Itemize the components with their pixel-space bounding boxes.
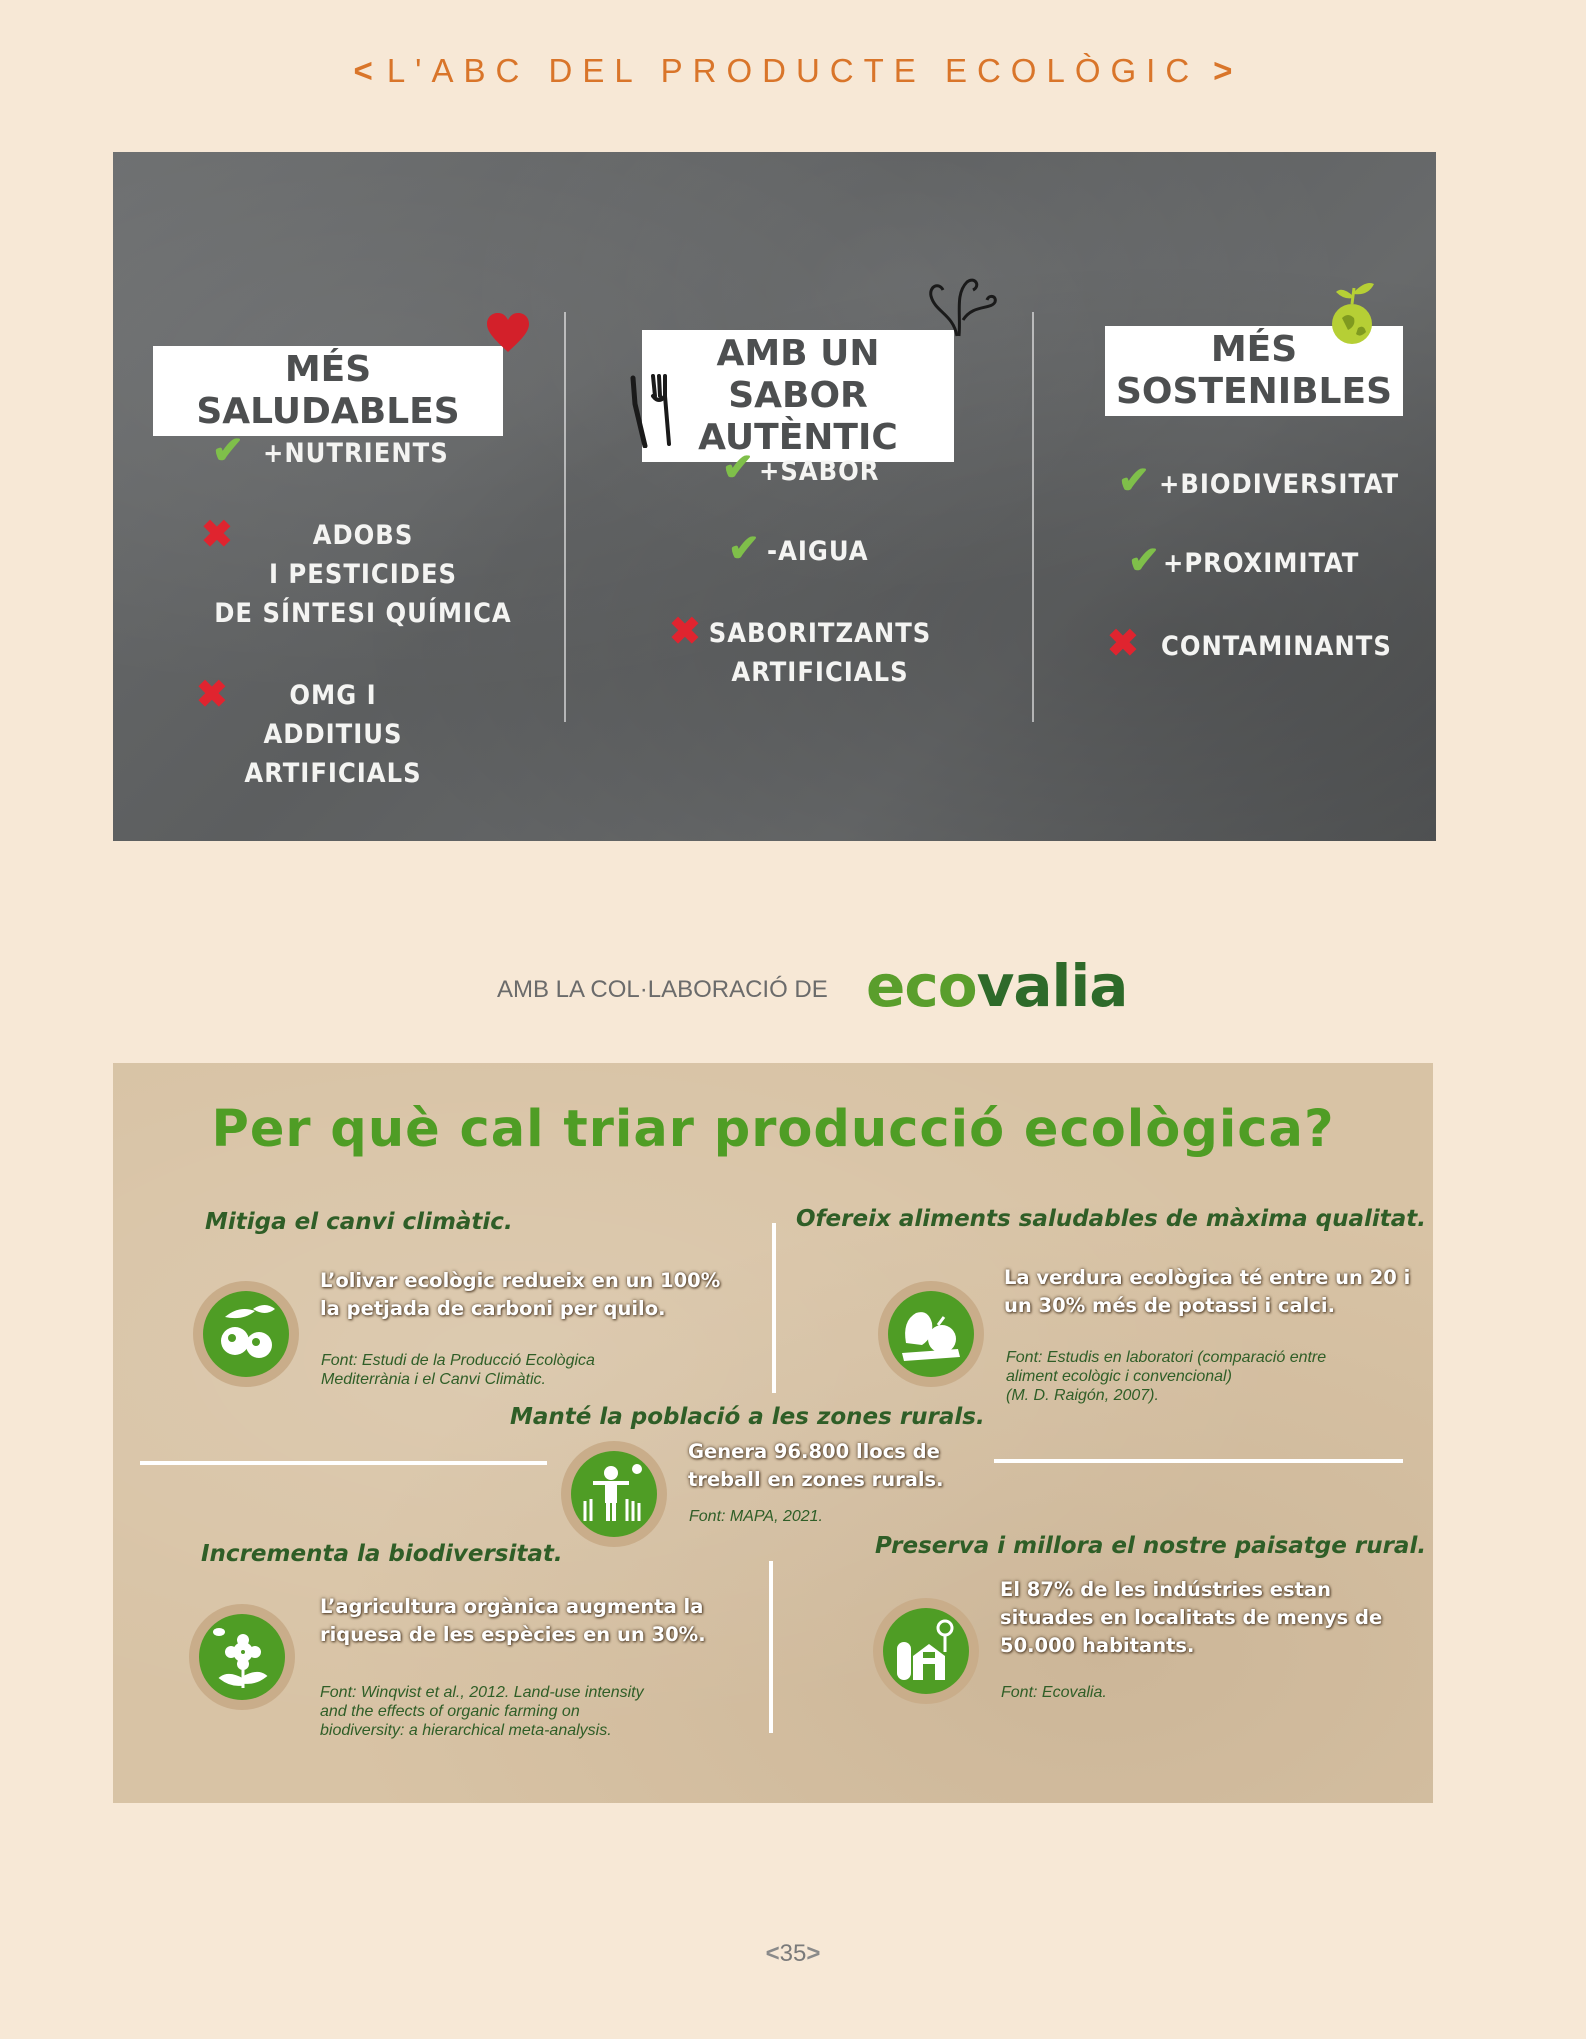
section-text: La verdura ecològica té entre un 20 i un 30% més de potassi i calci. bbox=[1004, 1266, 1411, 1317]
section-source: Font: MAPA, 2021. bbox=[689, 1508, 823, 1525]
tag-mes-saludables: MÉS SALUDABLES bbox=[153, 346, 503, 436]
olive-icon bbox=[203, 1291, 289, 1377]
item-aigua: -AIGUA bbox=[767, 536, 869, 567]
section-text: Genera 96.800 llocs de treball en zones rurals. bbox=[688, 1440, 944, 1491]
tag-sabor-autentic: AMB UN SABOR AUTÈNTIC bbox=[642, 330, 954, 462]
section-source: Font: Ecovalia. bbox=[1001, 1684, 1107, 1701]
chalkboard-infographic bbox=[113, 152, 1436, 841]
collaboration-line bbox=[0, 952, 1586, 1020]
section-source: Font: Estudis en laboratori (comparació entre aliment ecològic i convencional) (M. D. Raigón, 2007). bbox=[1006, 1349, 1327, 1404]
page-prev-chevron: < bbox=[765, 1940, 780, 1967]
section-text: L’agricultura orgànica augmenta la riquesa de les espècies en un 30%. bbox=[320, 1595, 706, 1646]
section-icon bbox=[878, 1281, 984, 1387]
cross-icon: ✖ bbox=[201, 514, 233, 556]
check-icon: ✔ bbox=[728, 528, 760, 570]
column-divider bbox=[564, 312, 566, 722]
vegetables-icon bbox=[888, 1291, 974, 1377]
section-icon bbox=[193, 1281, 299, 1387]
section-heading: Mitiga el canvi climàtic. bbox=[205, 1209, 513, 1235]
section-heading: Manté la població a les zones rurals. bbox=[510, 1404, 985, 1430]
page-number: <35> bbox=[765, 1940, 821, 1967]
column-divider bbox=[1032, 312, 1034, 722]
section-heading: Incrementa la biodiversitat. bbox=[201, 1541, 563, 1567]
header-title: L'ABC DEL PRODUCTE ECOLÒGIC bbox=[386, 52, 1200, 89]
section-source: Font: Winqvist et al., 2012. Land-use intensity and the effects of organic farming on biodiversity: a hierarchical meta-analysis. bbox=[320, 1684, 644, 1739]
check-icon: ✔ bbox=[212, 430, 244, 472]
check-icon: ✔ bbox=[722, 447, 754, 489]
item-omg-additius: OMG I ADDITIUS ARTIFICIALS bbox=[244, 680, 422, 789]
section-heading: Ofereix aliments saludables de màxima qualitat. bbox=[796, 1206, 1426, 1232]
flower-bee-icon bbox=[199, 1614, 285, 1700]
section-icon bbox=[189, 1604, 295, 1710]
why-organic-panel bbox=[113, 1063, 1433, 1803]
heart-icon bbox=[485, 312, 531, 354]
section-text: El 87% de les indústries estan situades en localitats de menys de 50.000 habitants. bbox=[1000, 1578, 1383, 1657]
cross-icon: ✖ bbox=[1107, 623, 1139, 665]
collaboration-text: AMB LA COL·LABORACIÓ DE bbox=[497, 976, 828, 1003]
farmer-icon bbox=[571, 1451, 657, 1537]
check-icon: ✔ bbox=[1128, 540, 1160, 582]
ecovalia-logo: ecovalia bbox=[866, 952, 1128, 1020]
item-adobs-pesticides: ADOBS I PESTICIDES DE SÍNTESI QUÍMICA bbox=[214, 520, 512, 629]
check-icon: ✔ bbox=[1118, 460, 1150, 502]
item-proximitat: +PROXIMITAT bbox=[1163, 548, 1360, 579]
header-right-chevron: > bbox=[1213, 52, 1233, 89]
tag-mes-sostenibles: MÉS SOSTENIBLES bbox=[1105, 326, 1403, 416]
aroma-swirl-icon bbox=[925, 274, 1001, 338]
section-icon bbox=[561, 1441, 667, 1547]
item-nutrients: +NUTRIENTS bbox=[263, 438, 449, 469]
item-sabor: +SABOR bbox=[759, 456, 880, 487]
section-heading: Preserva i millora el nostre paisatge rural. bbox=[875, 1533, 1427, 1559]
cutlery-icon bbox=[625, 374, 679, 448]
cross-icon: ✖ bbox=[196, 674, 228, 716]
cross-icon: ✖ bbox=[669, 611, 701, 653]
panel-divider bbox=[140, 1461, 547, 1465]
panel-divider bbox=[772, 1223, 776, 1393]
page-next-chevron: > bbox=[806, 1940, 821, 1967]
page-header bbox=[0, 52, 1586, 90]
section-source: Font: Estudi de la Producció Ecològica Mediterrània i el Canvi Climàtic. bbox=[321, 1352, 595, 1388]
farm-icon bbox=[883, 1608, 969, 1694]
panel-divider bbox=[994, 1459, 1403, 1463]
earth-sprout-icon bbox=[1326, 278, 1382, 346]
item-saboritzants: SABORITZANTS ARTIFICIALS bbox=[708, 618, 932, 688]
item-contaminants: CONTAMINANTS bbox=[1161, 631, 1392, 662]
panel-divider bbox=[769, 1561, 773, 1733]
section-text: L’olivar ecològic redueix en un 100% la petjada de carboni per quilo. bbox=[320, 1269, 721, 1320]
header-left-chevron: < bbox=[353, 52, 373, 89]
item-biodiversitat: +BIODIVERSITAT bbox=[1159, 469, 1400, 500]
panel-title: Per què cal triar producció ecològica? bbox=[211, 1100, 1335, 1159]
section-icon bbox=[873, 1598, 979, 1704]
